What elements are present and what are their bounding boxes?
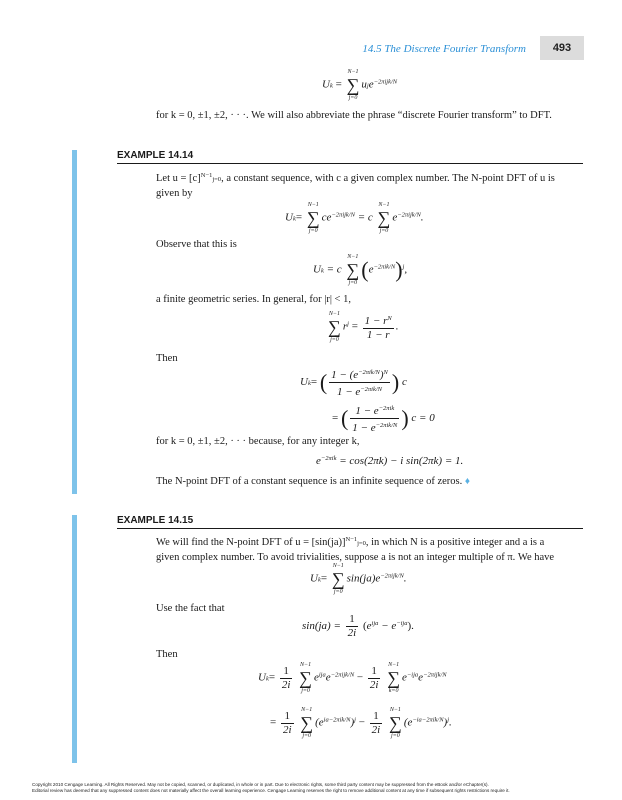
example-14-14-equation-4: Uk= ( $\frac{1 - (e^{-2\pi ik/N})^N}{1 - e^{-2\pi ik/N}}$ ) c [300,366,407,399]
intro-equation: Uk = N−1 ∑ j=0 uje$^{-2\pi ijk/N}$ [322,69,398,101]
example-14-14-paragraph-1: Let $u = [c]^{N-1}j=0$, a constant sequence, with c a given complex number. The N-point DFT of u is given by [156,172,555,199]
example-14-14-equation-2: Uk = c N−1 ∑ j=0 $(e^{-2\pi ik/N})^j$, [313,254,408,286]
intro-text: for k = 0, ±1, ±2, · · ·. We will also abbreviate the phrase “discrete Fourier transform” to DFT. [156,110,552,121]
example-14-14-equation-6: $e^{-2\pi ik} = \cos(2\pi k) - i$ sin(2πk) = 1. [316,455,464,467]
example-14-14-equation-5: = ( $\frac{1 - e^{-2\pi ik}}{1 - e^{-2\pi ik/N}}$ ) c = 0 [332,402,435,435]
example-14-15-title: EXAMPLE 14.15 [117,515,194,526]
example-14-15-equation-2: sin(ja) = $\frac{1}{2i}$ $(e^{ija} - e^{-ija})$. [302,613,414,639]
example-14-14-sidebar-bar [72,150,77,494]
running-header-title: 14.5 The Discrete Fourier Transform [362,43,526,55]
example-14-15-paragraph-2: Use the fact that [156,603,225,614]
example-14-14-paragraph-2: Observe that this is [156,239,237,250]
copyright-footer-line-2: Editorial review has deemed that any suppressed content does not materially affect the overall learning experience. Cengage Learning reserves the right to remove additional content at any time if subsequent rights restrictions require it. [32,788,510,793]
end-of-example-diamond-icon: ♦ [464,476,470,487]
copyright-footer-line-1: Copyright 2010 Cengage Learning. All Rights Reserved. May not be copied, scanned, or duplicated, in whole or in part. Due to electronic rights, some third party content may be suppressed from the eBook and/or eChapter(s). [32,782,489,787]
example-14-15-equation-3: Uk= $\frac{1}{2i}$ N−1 ∑ j=0 $e^{ija}e^{-2\pi ijk/N}$ − $\frac{1}{2i}$ N−1 ∑ k=0 $e^{-ija}e^{-2\pi ijk/N}$ [258,662,447,694]
example-14-15-equation-4: = $\frac{1}{2i}$ N−1 ∑ j=0 $(e^{ia-2\pi ik/N})^j$ − $\frac{1}{2i}$ N−1 ∑ j=0 $(e^{-ia-2\pi ik/N})^j$. [270,707,452,739]
example-14-14-title: EXAMPLE 14.14 [117,150,194,161]
example-14-14-paragraph-6: The N-point DFT of a constant sequence is an infinite sequence of zeros. ♦ [156,476,470,487]
example-14-14-paragraph-3: a finite geometric series. In general, for |r| < 1, [156,294,351,305]
example-14-14-equation-3: N−1 ∑ j=0 $r^j$ = $\frac{1 - r^N}{1 - r}$ . [328,311,399,343]
example-14-14-equation-1: Uk= N−1 ∑ j=0 $ce^{-2\pi ijk/N} = c$ N−1 ∑ j=0 $e^{-2\pi ijk/N}$. [285,202,424,234]
example-14-14-paragraph-5: for k = 0, ±1, ±2, · · · because, for any integer k, [156,436,360,447]
example-14-14-rule [117,163,583,164]
example-14-15-rule [117,528,583,529]
example-14-15-paragraph-1: We will find the N-point DFT of $u = [\sin(ja)]^{N-1}j=0$, in which N is a positive integer and a is a given complex number. To avoid trivialities, suppose a is not an integer multiple of π. We have [156,536,555,563]
example-14-14-paragraph-4: Then [156,353,178,364]
page-number: 493 [540,36,584,60]
example-14-15-paragraph-3: Then [156,649,178,660]
example-14-15-equation-1: Uk= N−1 ∑ j=0 $\sin(ja)e^{-2\pi ijk/N}$. [310,563,407,595]
example-14-15-sidebar-bar [72,515,77,763]
